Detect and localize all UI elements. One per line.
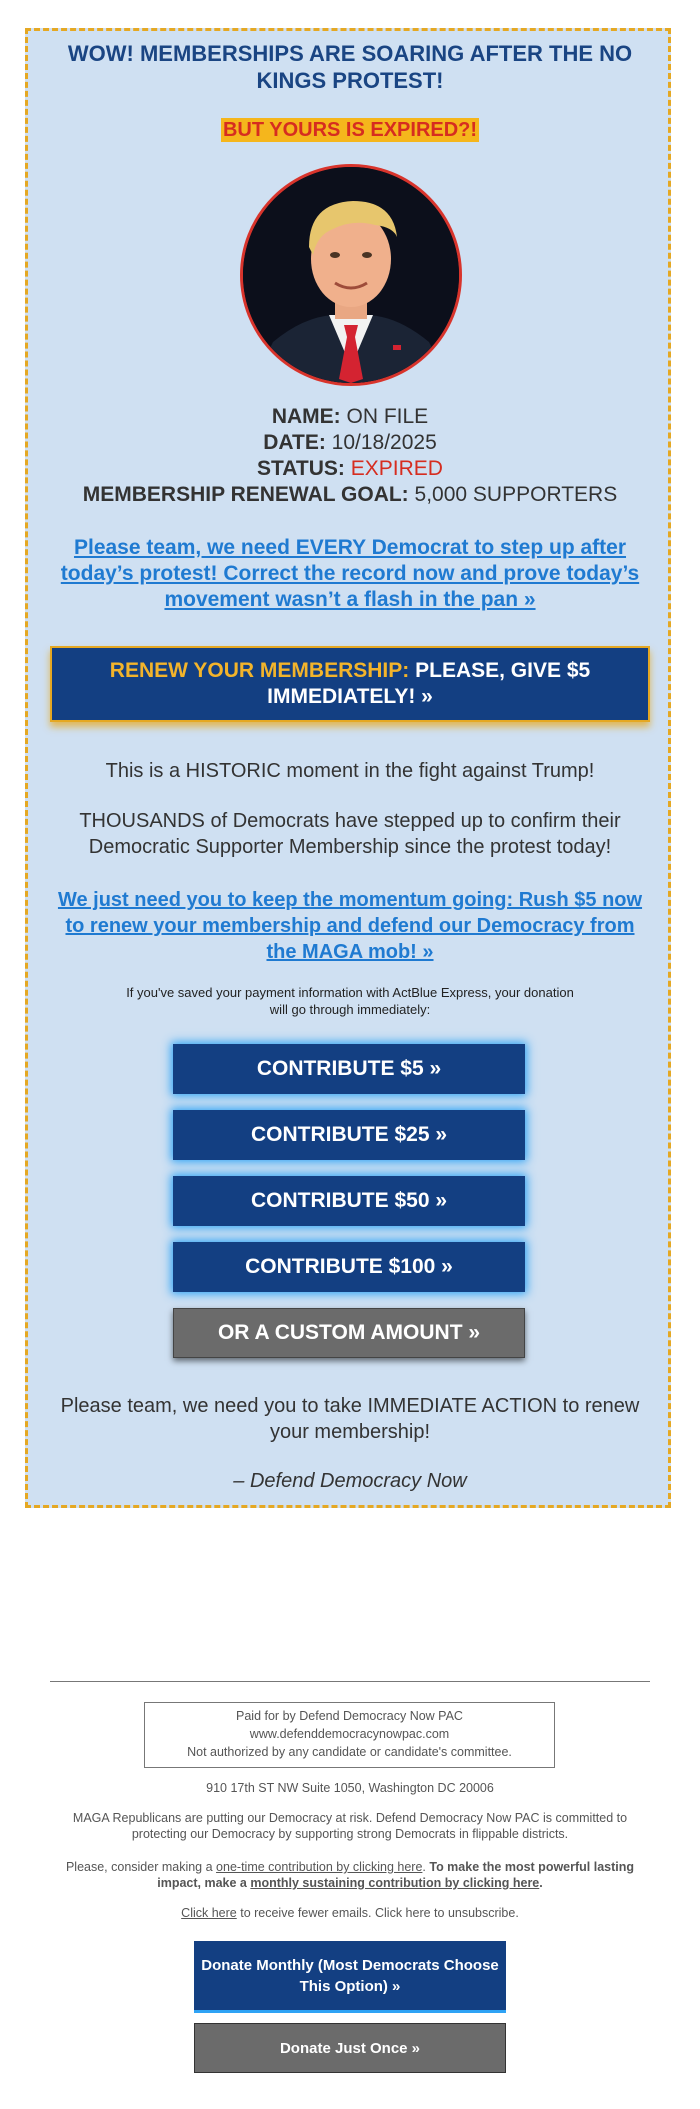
member-info <box>0 404 700 508</box>
click-here-link[interactable]: Click here <box>181 1906 237 1920</box>
one-time-contribution-link[interactable]: one-time contribution by clicking here <box>216 1860 423 1874</box>
goal-label: MEMBERSHIP RENEWAL GOAL: <box>82 483 409 506</box>
name-value: ON FILE <box>346 405 429 428</box>
momentum-link[interactable]: We just need you to keep the momentum going: Rush $5 now to renew your membership and defend our Democracy from the MAGA mob! » <box>57 889 643 963</box>
date-row <box>0 430 700 456</box>
renew-prefix: RENEW YOUR MEMBERSHIP: <box>109 659 410 682</box>
custom-amount-button[interactable]: OR A CUSTOM AMOUNT » <box>173 1308 525 1358</box>
date-value: 10/18/2025 <box>331 431 437 454</box>
donate-monthly-label: Donate Monthly (Most Democrats Choose This Option) » <box>201 1956 499 1995</box>
status-value: EXPIRED <box>350 457 443 480</box>
unsubscribe-text: to receive fewer emails. Click here to unsubscribe. <box>236 1906 519 1920</box>
plea-paragraph <box>50 535 650 613</box>
goal-value: 5,000 SUPPORTERS <box>414 483 618 506</box>
status-label: STATUS: <box>257 457 345 480</box>
not-authorized-text: Not authorized by any candidate or candidate's committee. <box>187 1745 512 1759</box>
consider-prefix: Please, consider making a <box>65 1860 217 1874</box>
donate-once-label: Donate Just Once » <box>279 2039 421 2057</box>
headline: WOW! MEMBERSHIPS ARE SOARING AFTER THE NO KINGS PROTEST! <box>67 41 633 93</box>
date-label: DATE: <box>263 431 326 454</box>
actblue-note: If you've saved your payment information with ActBlue Express, your donation will go through immediately: <box>126 985 574 1017</box>
consider-mid: . <box>422 1860 430 1874</box>
paid-for-text: Paid for by Defend Democracy Now PAC <box>236 1709 463 1723</box>
contribute-5-button[interactable]: CONTRIBUTE $5 » <box>173 1044 525 1094</box>
renew-text: PLEASE, GIVE $5 IMMEDIATELY! » <box>267 659 591 708</box>
paid-for-box <box>144 1702 555 1768</box>
donate-once-button[interactable] <box>194 2023 506 2073</box>
goal-row <box>0 482 700 508</box>
name-row <box>0 404 700 430</box>
plea-link[interactable]: Please team, we need EVERY Democrat to step up after today’s protest! Correct the record now and prove today’s movement wasn’t a flash in the pan » <box>60 536 640 611</box>
donate-monthly-button[interactable] <box>194 1941 506 2013</box>
contribute-50-button[interactable]: CONTRIBUTE $50 » <box>173 1176 525 1226</box>
expired-banner-wrap <box>0 119 700 142</box>
momentum-paragraph <box>50 887 650 965</box>
portrait-illustration <box>243 167 459 383</box>
contribute-100-button[interactable]: CONTRIBUTE $100 » <box>173 1242 525 1292</box>
period: . <box>539 1876 543 1890</box>
action-text: Please team, we need you to take IMMEDIATE ACTION to renew your membership! <box>60 1395 640 1443</box>
expired-banner: BUT YOURS IS EXPIRED?! <box>222 119 478 141</box>
profile-photo <box>240 164 462 386</box>
unsubscribe-paragraph <box>50 1905 650 1921</box>
monthly-contribution-link[interactable]: monthly sustaining contribution by clicking here <box>250 1876 540 1890</box>
mission-text: MAGA Republicans are putting our Democracy at risk. Defend Democracy Now PAC is committed to protecting our Democracy by supporting strong Democrats in flippable districts. <box>72 1811 628 1841</box>
website-text: www.defenddemocracynowpac.com <box>249 1727 450 1741</box>
powerful-text: To make the most powerful lasting impact, make a <box>157 1860 635 1890</box>
signoff: – Defend Democracy Now <box>233 1470 467 1492</box>
contribute-25-button[interactable]: CONTRIBUTE $25 » <box>173 1110 525 1160</box>
historic-text: This is a HISTORIC moment in the fight against Trump! <box>105 760 595 782</box>
renew-membership-button[interactable] <box>50 646 650 722</box>
status-row <box>0 456 700 482</box>
address: 910 17th ST NW Suite 1050, Washington DC 20006 <box>206 1781 494 1795</box>
footer-divider <box>50 1681 650 1682</box>
thousands-text: THOUSANDS of Democrats have stepped up to confirm their Democratic Supporter Membership since the protest today! <box>79 810 621 858</box>
consider-paragraph <box>50 1859 650 1891</box>
name-label: NAME: <box>271 405 341 428</box>
